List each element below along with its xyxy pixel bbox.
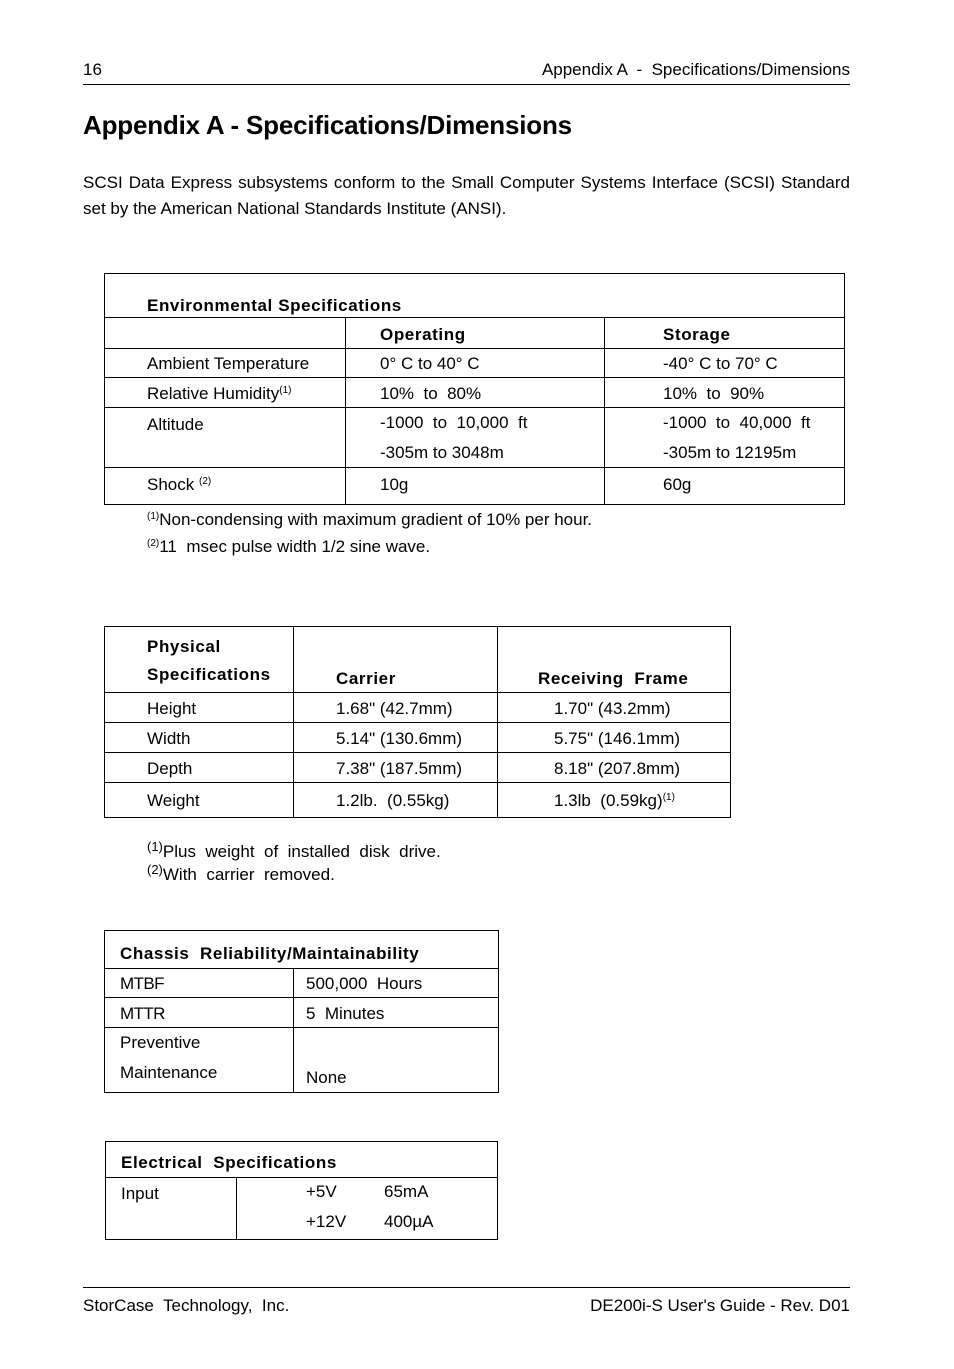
electrical-caption: Electrical Specifications — [106, 1142, 498, 1178]
environmental-table — [104, 273, 845, 505]
env-col-operating: Operating — [346, 318, 605, 349]
page-number: 16 — [83, 60, 102, 79]
table-row: Depth 7.38" (187.5mm) 8.18" (207.8mm) — [105, 753, 731, 783]
chassis-caption: Chassis Reliability/Maintainability — [105, 931, 499, 969]
env-label: Altitude — [105, 408, 346, 468]
phys-col-carrier: Carrier — [294, 627, 498, 693]
footnote-marker: (1) — [662, 792, 675, 803]
table-row: MTTR 5 Minutes — [105, 998, 499, 1028]
page-title: Appendix A - Specifications/Dimensions — [83, 110, 572, 140]
env-label: Ambient Temperature — [105, 349, 346, 378]
intro-paragraph: SCSI Data Express subsystems conform to the Small Computer Systems Interface (SCSI) Standard set by the American National Standards Institute (ANSI). — [83, 173, 850, 218]
env-footnote-2: $^{(2)}$11 msec pulse width 1/2 sine wave. — [147, 537, 431, 556]
table-row: Weight 1.2lb. (0.55kg) 1.3lb $(0.59kg)^{(1)}$ — [105, 783, 731, 818]
table-row: Preventive Maintenance None — [105, 1028, 499, 1093]
electrical-table — [105, 1141, 498, 1240]
running-title: Appendix A - Specifications/Dimensions — [541, 60, 850, 79]
phys-footnote-1: $^{(1)}$Plus weight of installed disk drive. — [147, 839, 441, 861]
table-row: Relative Humidity$^{(1)}$ 10% to 80% 10% to 90% — [105, 378, 845, 408]
table-row: Input +5V +12V 65mA 400µA — [106, 1178, 498, 1240]
footnote-marker: (2) — [198, 476, 212, 487]
table-row: Shock $^{(2)}$ 10g 60g — [105, 468, 845, 505]
phys-caption-line1: Physical — [147, 637, 221, 656]
phys-caption-line2: Specifications — [147, 665, 271, 684]
footnote-marker: (1) — [279, 385, 292, 396]
env-col-storage: Storage — [605, 318, 845, 349]
table-row: Width 5.14" (130.6mm) 5.75" (146.1mm) — [105, 723, 731, 753]
header-rule — [83, 84, 850, 85]
table-row: Ambient Temperature 0° C to 40° C -40° C to 70° C — [105, 349, 845, 378]
footer-company: StorCase Technology, Inc. — [83, 1296, 290, 1315]
physical-table — [104, 626, 731, 818]
env-label: Relative Humidity — [147, 384, 280, 403]
footer-rule — [83, 1287, 850, 1288]
table-row: Altitude -1000 to 10,000 ft -305m to 3048m -1000 to 40,000 ft -305m to 12195m — [105, 408, 845, 468]
env-label: Shock — [147, 475, 195, 494]
chassis-table — [104, 930, 499, 1093]
table-row: Height 1.68" (42.7mm) 1.70" (43.2mm) — [105, 693, 731, 723]
table-row: MTBF 500,000 Hours — [105, 969, 499, 998]
phys-col-frame: Receiving Frame — [498, 627, 731, 693]
phys-footnote-2: $^{(2)}$With carrier removed. — [147, 862, 335, 884]
env-caption: Environmental Specifications — [105, 274, 845, 318]
env-footnote-1: $^{(1)}$Non-condensing with maximum gradient of 10% per hour. — [147, 510, 593, 529]
footer-guide: DE200i-S User's Guide - Rev. D01 — [590, 1296, 850, 1315]
